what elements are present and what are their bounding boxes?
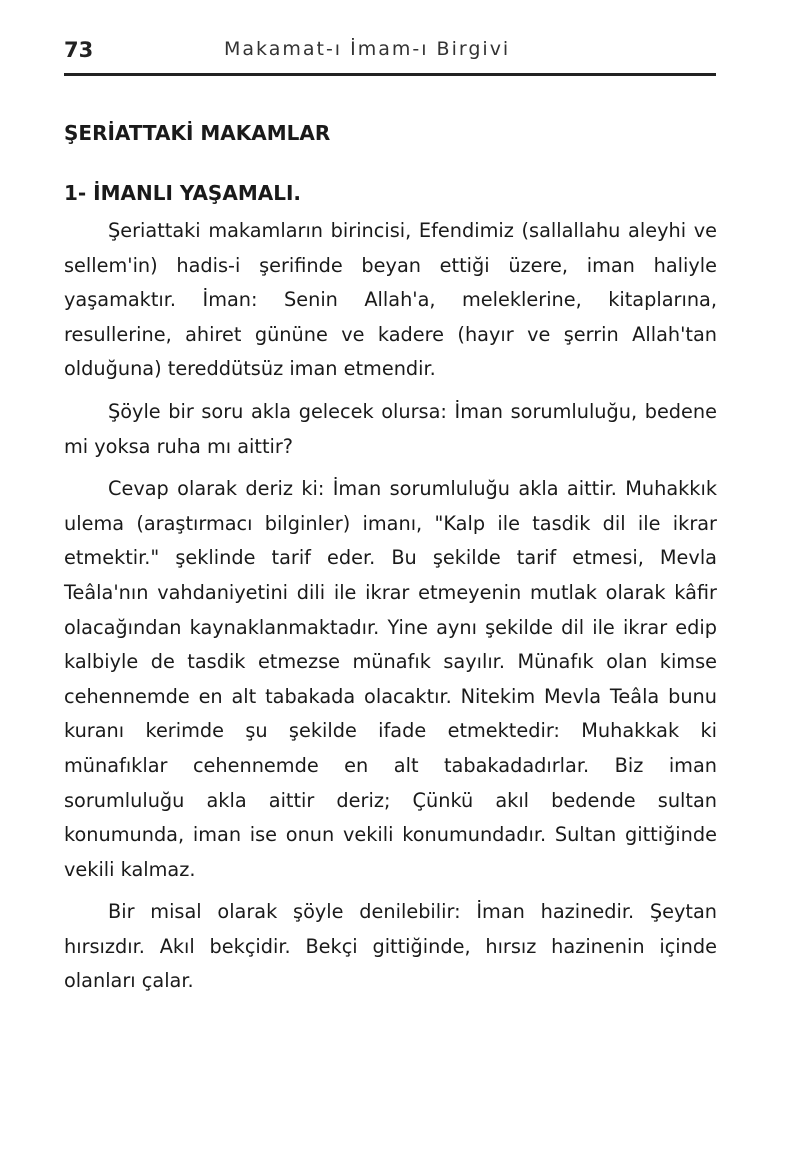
running-title: Makamat-ı İmam-ı Birgivi bbox=[224, 38, 511, 60]
header-rule bbox=[64, 73, 716, 76]
page-header bbox=[64, 34, 714, 74]
paragraph-4: Bir misal olarak şöyle denilebilir: İman hazinedir. Şeytan hırsızdır. Akıl bekçidir. Bekçi gittiğinde, hırsız hazinenin içinde olanları çalar. bbox=[64, 900, 717, 993]
section-title: ŞERİATTAKİ MAKAMLAR bbox=[64, 121, 331, 145]
paragraph-3: Cevap olarak deriz ki: İman sorumluluğu akla aittir. Muhakkık ulema (araştırmacı bilginler) imanı, "Kalp ile tasdik dil ile ikrar etmektir." şeklinde tarif eder. Bu şekilde tarif etmesi, Mevla Teâla'nın vahdaniyetini dili ile ikrar etmeyenin mutlak olarak kâfir olacağından kaynaklanmaktadır. Yine aynı şekilde dil ile ikrar edip kalbiyle de tasdik etmezse münafık sayılır. Münafık olan kimse cehennemde en alt tabakada olacaktır. Nitekim Mevla Teâla bunu kuranı kerimde şu şekilde ifade etmektedir: Muhakkak ki münafıklar cehennemde en alt tabakadadırlar. Biz iman sorumluluğu akla aittir deriz; Çünkü akıl bedende sultan konumunda, iman ise onun vekili konumundadır. Sultan gittiğinde vekili kalmaz. bbox=[64, 477, 717, 881]
page-number: 73 bbox=[64, 38, 94, 62]
subtitle: 1- İMANLI YAŞAMALI. bbox=[64, 181, 301, 205]
paragraph-1: Şeriattaki makamların birincisi, Efendimiz (sallallahu aleyhi ve sellem'in) hadis-i şerifinde beyan ettiği üzere, iman haliyle yaşamaktır. İman: Senin Allah'a, meleklerine, kitaplarına, resullerine, ahiret gününe ve kadere (hayır ve şerrin Allah'tan olduğuna) tereddütsüz iman etmendir. bbox=[64, 219, 717, 381]
page-content bbox=[64, 118, 717, 1007]
paragraph-2: Şöyle bir soru akla gelecek olursa: İman sorumluluğu, bedene mi yoksa ruha mı aittir? bbox=[64, 399, 717, 458]
